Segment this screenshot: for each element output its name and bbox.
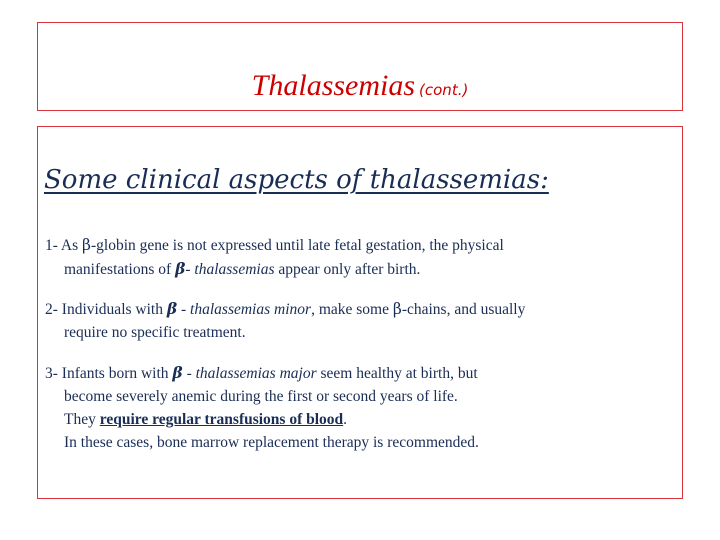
text-segment: seem healthy at birth, but bbox=[316, 365, 478, 382]
paragraph-2-line-1 bbox=[45, 297, 672, 321]
beta-symbol: β bbox=[166, 299, 178, 318]
emphasis-text: - thalassemias minor bbox=[177, 301, 312, 318]
content-box bbox=[37, 126, 683, 499]
paragraph-1-line-1 bbox=[45, 234, 672, 257]
text-segment: -globin gene is not expressed until late fetal gestation, the physical bbox=[91, 237, 504, 254]
beta-symbol: β bbox=[175, 259, 186, 278]
text-segment: 1- As bbox=[45, 237, 83, 254]
paragraph-2-line-2: require no specific treatment. bbox=[64, 324, 246, 341]
underlined-emphasis: require regular transfusions of blood bbox=[99, 411, 344, 428]
beta-symbol: β bbox=[172, 363, 183, 382]
text-segment: 3- Infants born with bbox=[45, 365, 173, 382]
beta-symbol: β bbox=[392, 300, 402, 318]
paragraph-3-line-3 bbox=[45, 408, 672, 431]
text-segment: -chains, and usually bbox=[401, 301, 526, 318]
emphasis-text: - thalassemias major bbox=[182, 365, 317, 382]
paragraph-3-line-2: become severely anemic during the first or second years of life. bbox=[64, 388, 458, 405]
emphasis-text: - thalassemias bbox=[185, 261, 275, 278]
text-segment: They bbox=[64, 411, 100, 428]
text-segment: . bbox=[343, 411, 348, 428]
slide-title bbox=[38, 69, 682, 103]
title-subtitle: (cont.) bbox=[419, 81, 469, 99]
text-segment: 2- Individuals with bbox=[45, 301, 167, 318]
paragraph-3-line-1 bbox=[45, 361, 672, 385]
text-segment: manifestations of bbox=[64, 261, 176, 278]
text-segment: appear only after birth. bbox=[274, 261, 421, 278]
paragraph-1 bbox=[45, 234, 672, 281]
beta-symbol: β bbox=[82, 236, 92, 254]
paragraph-3-line-4: In these cases, bone marrow replacement therapy is recommended. bbox=[64, 434, 479, 451]
paragraph-3 bbox=[45, 361, 672, 454]
title-main: Thalassemias bbox=[251, 69, 416, 102]
section-heading: Some clinical aspects of thalassemias: bbox=[44, 165, 549, 195]
text-segment: , make some bbox=[311, 301, 393, 318]
title-box bbox=[37, 22, 683, 111]
paragraph-2 bbox=[45, 297, 672, 344]
paragraph-1-line-2 bbox=[45, 257, 672, 281]
